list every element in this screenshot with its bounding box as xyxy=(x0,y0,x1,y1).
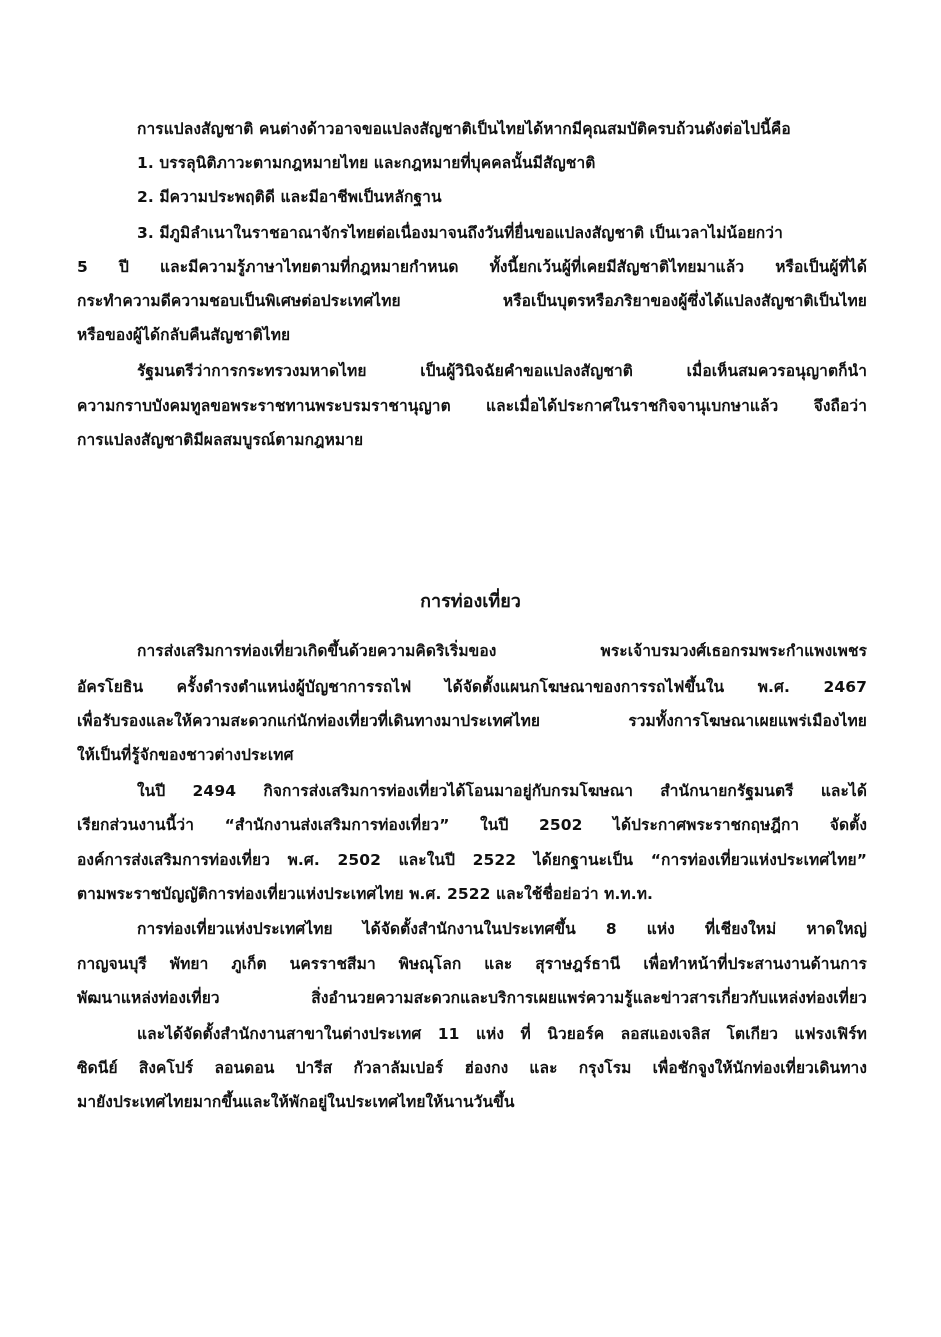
paragraph-line: หรือของผู้ได้กลับคืนสัญชาติไทย xyxy=(77,326,291,344)
paragraph-line: ความกราบบังคมทูลขอพระราชทานพระบรมราชานุญาต และเมื่อได้ประกาศในราชกิจจานุเบกษาแล้ว จึงถือว่า xyxy=(77,397,867,415)
paragraph-line: ในปี 2494 กิจการส่งเสริมการท่องเที่ยวได้โอนมาอยู่กับกรมโฆษณา สำนักนายกรัฐมนตรี และได้ xyxy=(137,782,867,800)
section-heading: การท่องเที่ยว xyxy=(420,591,521,612)
paragraph-line: และได้จัดตั้งสำนักงานสาขาในต่างประเทศ 11 แห่ง ที่ นิวยอร์ค ลอสแองเจลิส โตเกียว แฟรงเฟิร์ท xyxy=(137,1025,867,1043)
paragraph-line: การส่งเสริมการท่องเที่ยวเกิดขึ้นด้วยความคิดริเริ่มของ พระเจ้าบรมวงศ์เธอกรมพระกำแพงเพชร xyxy=(137,642,867,660)
paragraph-line: พัฒนาแหล่งท่องเที่ยว สิ่งอำนวยความสะดวกและบริการเผยแพร่ความรู้และข่าวสารเกี่ยวกับแหล่งท่องเที่ยว xyxy=(77,989,867,1007)
paragraph-line: ซิดนีย์ สิงคโปร์ ลอนดอน ปารีส กัวลาลัมเปอร์ ฮ่องกง และ กรุงโรม เพื่อชักจูงให้นักท่องเที่ยวเดินทาง xyxy=(77,1059,867,1077)
list-item: 2. มีความประพฤติดี และมีอาชีพเป็นหลักฐาน xyxy=(137,188,442,206)
intro-lead: การแปลงสัญชาติ xyxy=(137,120,254,138)
paragraph-line: รัฐมนตรีว่าการกระทรวงมหาดไทย เป็นผู้วินิจฉัยคำขอแปลงสัญชาติ เมื่อเห็นสมควรอนุญาตก็นำ xyxy=(137,362,867,380)
paragraph-line: กระทำความดีความชอบเป็นพิเศษต่อประเทศไทย หรือเป็นบุตรหรือภริยาของผู้ซึ่งได้แปลงสัญชาติเป็นไทย xyxy=(77,292,867,310)
paragraph-line: ตามพระราชบัญญัติการท่องเที่ยวแห่งประเทศไทย พ.ศ. 2522 และใช้ชื่อย่อว่า ท.ท.ท. xyxy=(77,885,654,903)
naturalization-intro xyxy=(137,118,791,140)
paragraph-line: การท่องเที่ยวแห่งประเทศไทย ได้จัดตั้งสำนักงานในประเทศขึ้น 8 แห่ง ที่เชียงใหม่ หาดใหญ่ xyxy=(137,920,867,938)
paragraph-line: ให้เป็นที่รู้จักของชาวต่างประเทศ xyxy=(77,746,294,764)
paragraph-line: องค์การส่งเสริมการท่องเที่ยว พ.ศ. 2502 และในปี 2522 ได้ยกฐานะเป็น “การท่องเที่ยวแห่งประเทศไทย” xyxy=(77,851,867,869)
paragraph-line: เรียกส่วนงานนี้ว่า “สำนักงานส่งเสริมการท่องเที่ยว” ในปี 2502 ได้ประกาศพระราชกฤษฎีกา จัดตั้ง xyxy=(77,816,867,834)
list-item: 3. มีภูมิลำเนาในราชอาณาจักรไทยต่อเนื่องมาจนถึงวันที่ยื่นขอแปลงสัญชาติ เป็นเวลาไม่น้อยกว่า xyxy=(137,224,783,242)
intro-rest: คนต่างด้าวอาจขอแปลงสัญชาติเป็นไทยได้หากมีคุณสมบัติครบถ้วนดังต่อไปนี้คือ xyxy=(258,120,791,138)
paragraph-line: 5 ปี และมีความรู้ภาษาไทยตามที่กฎหมายกำหนด ทั้งนี้ยกเว้นผู้ที่เคยมีสัญชาติไทยมาแล้ว หรือเป็นผู้ที่ได้ xyxy=(77,258,867,276)
paragraph-line: เพื่อรับรองและให้ความสะดวกแก่นักท่องเที่ยวที่เดินทางมาประเทศไทย รวมทั้งการโฆษณาเผยแพร่เมืองไทย xyxy=(77,712,867,730)
paragraph-line: การแปลงสัญชาติมีผลสมบูรณ์ตามกฎหมาย xyxy=(77,431,364,449)
paragraph-line: อัครโยธิน ครั้งดำรงตำแหน่งผู้บัญชาการรถไฟ ได้จัดตั้งแผนกโฆษณาของการรถไฟขึ้นใน พ.ศ. 2467 xyxy=(77,678,867,696)
paragraph-line: กาญจนบุรี พัทยา ภูเก็ต นครราชสีมา พิษณุโลก และ สุราษฎร์ธานี เพื่อทำหน้าที่ประสานงานด้านการ xyxy=(77,955,867,973)
paragraph-line: มายังประเทศไทยมากขึ้นและให้พักอยู่ในประเทศไทยให้นานวันขึ้น xyxy=(77,1093,515,1111)
list-item: 1. บรรลุนิติภาวะตามกฎหมายไทย และกฎหมายที่บุคคลนั้นมีสัญชาติ xyxy=(137,154,596,172)
